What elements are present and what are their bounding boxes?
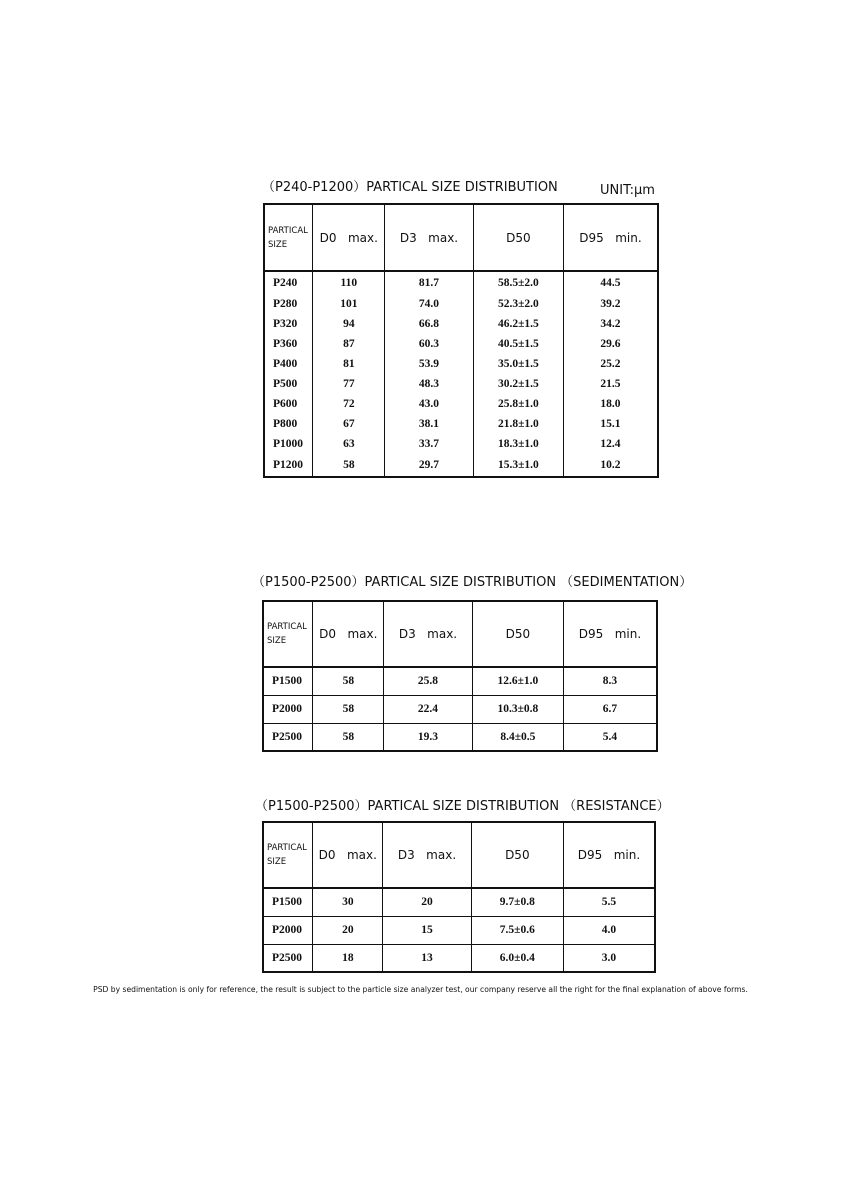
table-row	[263, 944, 655, 972]
cell-d95-min: 39.2	[600, 298, 621, 310]
cell-d50: 12.6±1.0	[472, 667, 563, 695]
cell-d50: 9.7±0.8	[471, 888, 563, 916]
cell-d95-min: 4.0	[563, 916, 655, 944]
table-row	[264, 354, 658, 374]
cell-d0-max: 58	[313, 667, 384, 695]
table-row	[264, 454, 658, 477]
cell-d95-min: 5.4	[602, 730, 618, 743]
cell-d3-max: 48.3	[385, 374, 474, 394]
cell-d50: 7.5±0.6	[471, 916, 563, 944]
header-d3-max: D3 max.	[383, 822, 472, 888]
cell-d0-max: 20	[313, 916, 383, 944]
cell-d95-min: 44.5	[600, 277, 621, 289]
cell-d50: 21.8±1.0	[473, 414, 563, 434]
table-3-title: （P1500-P2500）PARTICAL SIZE DISTRIBUTION （RESISTANCE）	[255, 799, 670, 814]
psd-table-p240-p1200	[263, 203, 659, 478]
cell-grade: P240	[264, 271, 313, 294]
cell-grade: P1500	[263, 667, 313, 695]
cell-d95-min: 3.0	[601, 951, 617, 964]
header-grade: PARTICAL SIZE	[264, 204, 313, 271]
cell-d0-max: 110	[313, 271, 385, 294]
cell-d0-max: 101	[313, 294, 385, 314]
cell-d95-min: 15.1	[600, 418, 621, 430]
psd-table-sedimentation	[262, 600, 658, 752]
psd-table-resistance	[262, 821, 656, 973]
table-row	[264, 314, 658, 334]
cell-d50: 35.0±1.5	[473, 354, 563, 374]
header-d0-max: D0 max.	[313, 204, 385, 271]
cell-d3-max: 22.4	[384, 695, 473, 723]
cell-d95-min: 18.0	[600, 398, 621, 410]
cell-d95-min: 12.4	[600, 438, 621, 450]
cell-d3-max: 13	[383, 944, 472, 972]
cell-d3-max: 25.8	[384, 667, 473, 695]
footnote: PSD by sedimentation is only for reference, the result is subject to the particle size analyzer test, our company reserve all the right for the final explanation of above forms.	[93, 985, 748, 994]
header-d95-min: D95 min.	[563, 822, 655, 888]
table-row	[263, 888, 655, 916]
header-d95-min: D95 min.	[563, 204, 658, 271]
cell-d3-max: 74.0	[385, 294, 474, 314]
table-row	[263, 723, 657, 751]
cell-d3-max: 38.1	[385, 414, 474, 434]
cell-d50: 58.5±2.0	[473, 271, 563, 294]
cell-d50: 15.3±1.0	[473, 454, 563, 477]
cell-d50: 8.4±0.5	[472, 723, 563, 751]
cell-d0-max: 30	[313, 888, 383, 916]
header-grade: PARTICAL SIZE	[263, 601, 313, 667]
header-d3-max: D3 max.	[385, 204, 474, 271]
cell-d95-min: 5.5	[563, 888, 655, 916]
cell-d0-max: 58	[313, 723, 384, 751]
cell-d0-max: 94	[313, 314, 385, 334]
cell-d3-max: 19.3	[384, 723, 473, 751]
cell-d3-max: 20	[383, 888, 472, 916]
cell-grade: P1200	[264, 454, 313, 477]
header-d0-max: D0 max.	[313, 601, 384, 667]
cell-d0-max: 58	[313, 454, 385, 477]
cell-d50: 6.0±0.4	[471, 944, 563, 972]
cell-d3-max: 53.9	[385, 354, 474, 374]
cell-grade: P2500	[263, 944, 313, 972]
cell-d0-max: 18	[313, 944, 383, 972]
cell-d50: 18.3±1.0	[473, 434, 563, 454]
header-grade: PARTICAL SIZE	[263, 822, 313, 888]
header-d50: D50	[471, 822, 563, 888]
cell-d50: 46.2±1.5	[473, 314, 563, 334]
table-row	[264, 394, 658, 414]
table-2-title: （P1500-P2500）PARTICAL SIZE DISTRIBUTION （SEDIMENTATION）	[252, 575, 693, 590]
cell-d3-max: 43.0	[385, 394, 474, 414]
cell-d95-min: 25.2	[600, 358, 621, 370]
cell-grade: P2000	[263, 916, 313, 944]
table-row	[264, 271, 658, 294]
table-1-title: （P240-P1200）PARTICAL SIZE DISTRIBUTION	[262, 180, 558, 195]
cell-d50: 25.8±1.0	[473, 394, 563, 414]
cell-d50: 30.2±1.5	[473, 374, 563, 394]
cell-d95-min: 8.3	[563, 667, 657, 695]
table-row	[264, 414, 658, 434]
header-d3-max: D3 max.	[384, 601, 473, 667]
header-d0-max: D0 max.	[313, 822, 383, 888]
cell-grade: P400	[264, 354, 313, 374]
unit-label: UNIT:μm	[600, 183, 655, 198]
cell-d0-max: 67	[313, 414, 385, 434]
cell-d95-min: 34.2	[600, 318, 621, 330]
cell-grade: P500	[264, 374, 313, 394]
cell-grade: P2500	[263, 723, 313, 751]
table-row	[264, 434, 658, 454]
cell-d95-min: 21.5	[600, 378, 621, 390]
cell-d0-max: 72	[313, 394, 385, 414]
cell-grade: P320	[264, 314, 313, 334]
cell-d0-max: 81	[313, 354, 385, 374]
header-d50: D50	[472, 601, 563, 667]
cell-grade: P600	[264, 394, 313, 414]
cell-d3-max: 33.7	[385, 434, 474, 454]
cell-d0-max: 77	[313, 374, 385, 394]
cell-d0-max: 58	[313, 695, 384, 723]
cell-d95-min: 6.7	[563, 695, 657, 723]
cell-grade: P1500	[263, 888, 313, 916]
table-row	[264, 294, 658, 314]
table-row	[264, 334, 658, 354]
cell-d0-max: 87	[313, 334, 385, 354]
header-d50: D50	[473, 204, 563, 271]
cell-grade: P800	[264, 414, 313, 434]
cell-d3-max: 29.7	[385, 454, 474, 477]
cell-grade: P280	[264, 294, 313, 314]
table-row	[264, 374, 658, 394]
cell-d3-max: 15	[383, 916, 472, 944]
cell-d3-max: 81.7	[385, 271, 474, 294]
cell-grade: P360	[264, 334, 313, 354]
cell-d3-max: 66.8	[385, 314, 474, 334]
cell-d50: 40.5±1.5	[473, 334, 563, 354]
cell-grade: P2000	[263, 695, 313, 723]
cell-d0-max: 63	[313, 434, 385, 454]
table-row	[263, 695, 657, 723]
cell-d95-min: 10.2	[600, 459, 621, 471]
table-row	[263, 916, 655, 944]
cell-d3-max: 60.3	[385, 334, 474, 354]
cell-grade: P1000	[264, 434, 313, 454]
cell-d50: 10.3±0.8	[472, 695, 563, 723]
cell-d50: 52.3±2.0	[473, 294, 563, 314]
table-row	[263, 667, 657, 695]
header-d95-min: D95 min.	[563, 601, 657, 667]
cell-d95-min: 29.6	[600, 338, 621, 350]
